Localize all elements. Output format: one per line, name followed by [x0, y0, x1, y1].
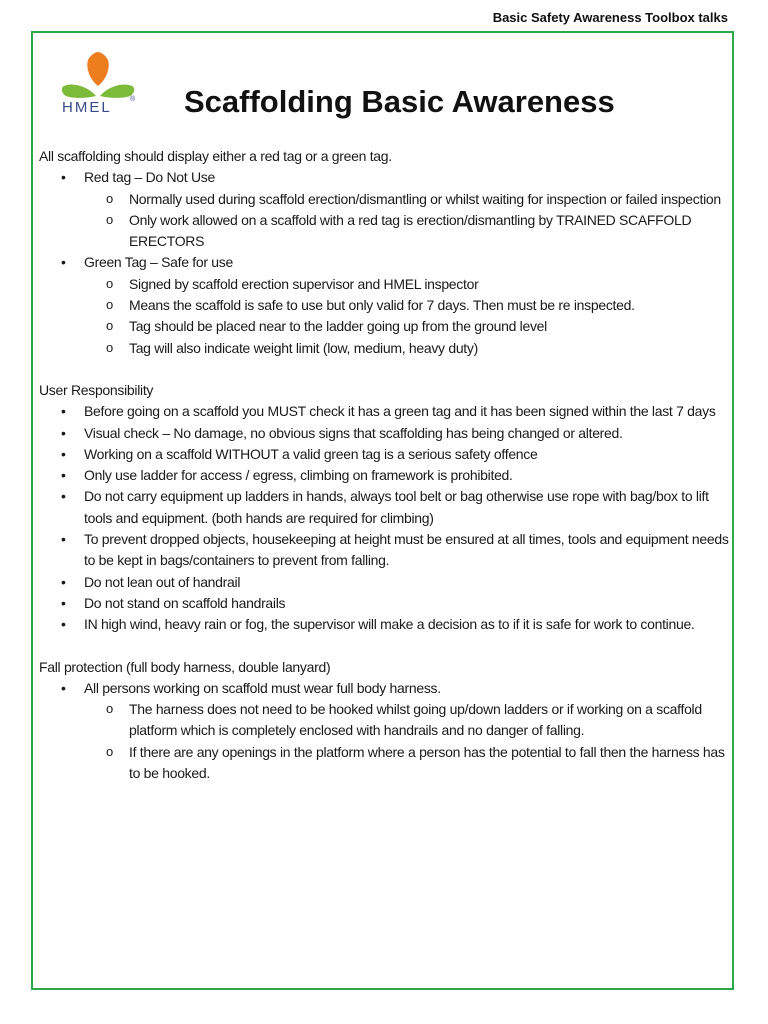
list-item: • Do not carry equipment up ladders in hands, always tool belt or bag otherwise use rope with bag/box to lift tools and equipment. (both hands are required for climbing) [39, 486, 729, 529]
green-tag-subitem: o Tag will also indicate weight limit (low, medium, heavy duty) [39, 338, 729, 359]
registered-mark: ® [130, 96, 136, 103]
green-tag-subitem: o Signed by scaffold erection supervisor and HMEL inspector [39, 274, 729, 295]
green-tag-label: Green Tag – Safe for use [84, 254, 233, 271]
list-item: • Visual check – No damage, no obvious signs that scaffolding has being changed or altered. [39, 423, 729, 444]
spacer [39, 636, 729, 657]
fall-protection-subitem: o The harness does not need to be hooked whilst going up/down ladders or if working on a scaffold platform which is completely enclosed with handrails and no danger of falling. [39, 699, 729, 742]
page-title: Scaffolding Basic Awareness [184, 84, 615, 119]
running-header: Basic Safety Awareness Toolbox talks [492, 10, 728, 25]
green-tag-subitem: o Tag should be placed near to the ladder going up from the ground level [39, 316, 729, 337]
red-tag-subitem: o Normally used during scaffold erection/dismantling or whilst waiting for inspection or failed inspection [39, 189, 729, 210]
tag-list [39, 167, 729, 359]
fall-protection-heading: Fall protection (full body harness, double lanyard) [39, 658, 331, 675]
green-tag-subitem: o Means the scaffold is safe to use but only valid for 7 days. Then must be re inspected. [39, 295, 729, 316]
fall-protection-list [39, 678, 729, 784]
fall-protection-subitem: o If there are any openings in the platform where a person has the potential to fall then the harness has to be hooked. [39, 742, 729, 785]
hmel-logo-icon [58, 52, 138, 102]
list-item: • IN high wind, heavy rain or fog, the supervisor will make a decision as to if it is safe for work to continue. [39, 614, 729, 635]
user-responsibility-list [39, 401, 729, 635]
document-body [39, 146, 729, 784]
hmel-logo [58, 52, 138, 122]
list-item: • All persons working on scaffold must wear full body harness. [39, 678, 729, 699]
red-tag-label: Red tag – Do Not Use [84, 169, 215, 186]
list-item: • Working on a scaffold WITHOUT a valid green tag is a serious safety offence [39, 444, 729, 465]
green-tag-item [39, 252, 729, 273]
spacer [39, 359, 729, 380]
list-item: • Do not stand on scaffold handrails [39, 593, 729, 614]
logo-wordmark: HMEL [62, 99, 112, 116]
list-item: • Only use ladder for access / egress, climbing on framework is prohibited. [39, 465, 729, 486]
list-item: • To prevent dropped objects, housekeeping at height must be ensured at all times, tools and equipment needs to be kept in bags/containers to prevent from falling. [39, 529, 729, 572]
list-item: • Do not lean out of handrail [39, 572, 729, 593]
red-tag-subitem: o Only work allowed on a scaffold with a red tag is erection/dismantling by TRAINED SCAFFOLD ERECTORS [39, 210, 729, 253]
user-responsibility-heading: User Responsibility [39, 381, 154, 398]
list-item: • Before going on a scaffold you MUST check it has a green tag and it has been signed within the last 7 days [39, 401, 729, 422]
red-tag-item [39, 167, 729, 188]
intro-text: All scaffolding should display either a red tag or a green tag. [39, 148, 392, 164]
